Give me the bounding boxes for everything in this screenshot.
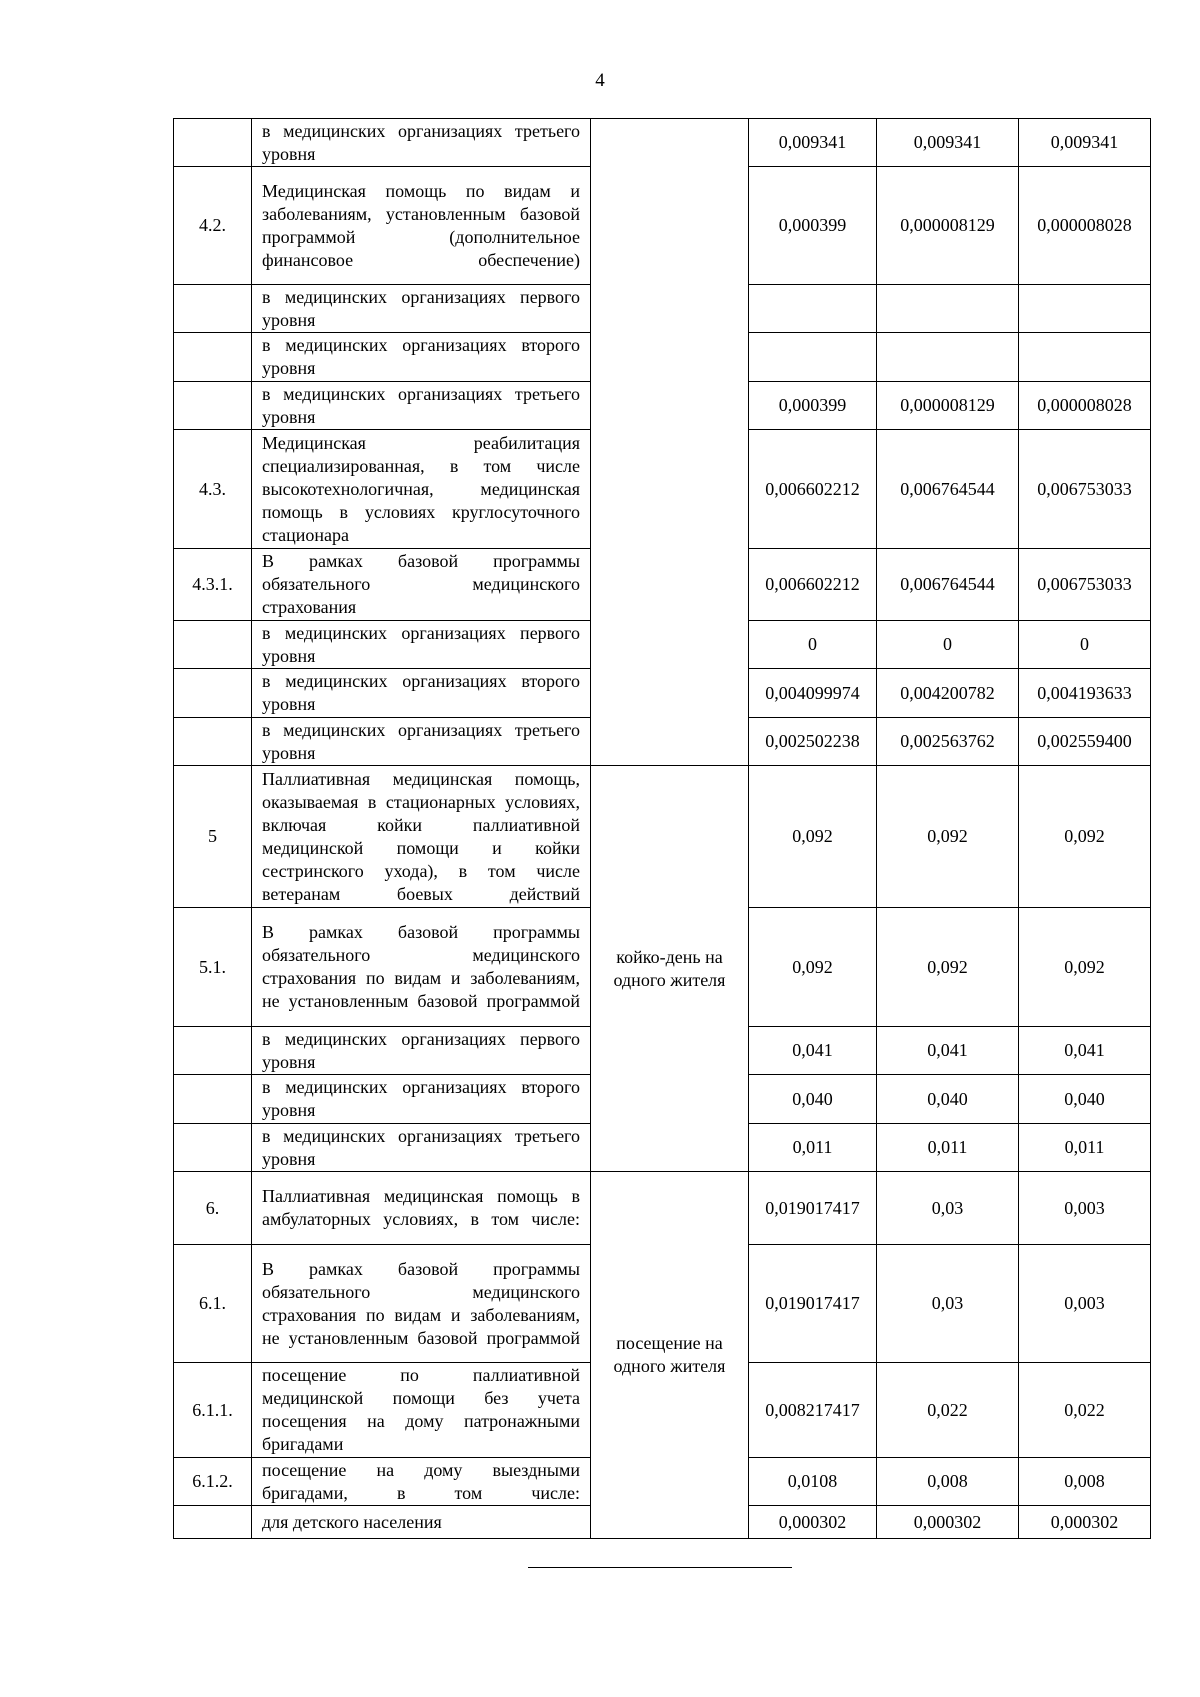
value-cell-1: 0,009341 — [749, 119, 877, 167]
value-cell-3: 0,006753033 — [1019, 549, 1151, 621]
row-number — [174, 333, 252, 382]
row-name — [252, 669, 591, 718]
row-name-text: Медицинская помощь по видам и заболеваниям, установленным базовой программой (дополнительное финансовое обеспечение) — [262, 180, 580, 270]
value-cell-2: 0,009341 — [877, 119, 1019, 167]
row-name-text: в медицинских организациях первого уровня — [262, 622, 580, 666]
norms-table — [173, 118, 1151, 1539]
row-name — [252, 430, 591, 549]
row-number — [174, 1124, 252, 1172]
value-cell-1: 0,040 — [749, 1075, 877, 1124]
table-row — [174, 1172, 1151, 1245]
row-name — [252, 1506, 591, 1539]
row-name-text: Паллиативная медицинская помощь, оказываемая в стационарных условиях, включая койки паллиативной медицинской помощи и койки сестринского ухода), в том числе ветеранам боевых действий — [262, 768, 580, 904]
value-cell-1: 0,002502238 — [749, 718, 877, 766]
value-cell-3: 0,000302 — [1019, 1506, 1151, 1539]
row-name — [252, 718, 591, 766]
value-cell-2: 0,03 — [877, 1172, 1019, 1245]
row-name — [252, 285, 591, 333]
value-cell-2: 0 — [877, 621, 1019, 669]
row-number — [174, 1075, 252, 1124]
table-row — [174, 119, 1151, 167]
value-cell-2: 0,092 — [877, 908, 1019, 1027]
row-number — [174, 1506, 252, 1539]
value-cell-3: 0,009341 — [1019, 119, 1151, 167]
value-cell-1: 0,006602212 — [749, 430, 877, 549]
value-cell-3: 0,006753033 — [1019, 430, 1151, 549]
row-name — [252, 119, 591, 167]
row-name-text: для детского населения — [262, 1511, 442, 1532]
row-name-text: В рамках базовой программы обязательного медицинского страхования — [262, 551, 580, 617]
row-number: 5.1. — [174, 908, 252, 1027]
row-number: 4.3. — [174, 430, 252, 549]
row-name — [252, 621, 591, 669]
value-cell-3: 0,000008028 — [1019, 167, 1151, 285]
row-name-text: в медицинских организациях второго уровня — [262, 671, 580, 714]
row-number — [174, 382, 252, 430]
page-number: 4 — [595, 70, 605, 91]
footer-rule — [528, 1567, 792, 1568]
row-name-text: В рамках базовой программы обязательного медицинского страхования по видам и заболеваниям, не установленным базовой программой — [262, 922, 580, 1011]
value-cell-1: 0,004099974 — [749, 669, 877, 718]
row-name — [252, 1458, 591, 1506]
row-name-text: в медицинских организациях третьего уровня — [262, 1125, 580, 1169]
row-name — [252, 1363, 591, 1458]
value-cell-3: 0,003 — [1019, 1245, 1151, 1363]
row-name-text: посещение на дому выездными бригадами, в том числе: — [262, 1459, 580, 1503]
value-cell-2: 0,006764544 — [877, 430, 1019, 549]
value-cell-3: 0,008 — [1019, 1458, 1151, 1506]
row-name — [252, 549, 591, 621]
value-cell-1: 0 — [749, 621, 877, 669]
row-name — [252, 1124, 591, 1172]
row-number: 5 — [174, 766, 252, 908]
value-cell-3: 0,002559400 — [1019, 718, 1151, 766]
row-name — [252, 382, 591, 430]
row-number: 6.1.2. — [174, 1458, 252, 1506]
value-cell-3: 0,000008028 — [1019, 382, 1151, 430]
row-name-text: в медицинских организациях первого уровня — [262, 286, 580, 330]
value-cell-2: 0,000008129 — [877, 382, 1019, 430]
value-cell-1: 0,019017417 — [749, 1245, 877, 1363]
value-cell-2: 0,022 — [877, 1363, 1019, 1458]
row-number — [174, 718, 252, 766]
value-cell-2: 0,011 — [877, 1124, 1019, 1172]
row-name-text: в медицинских организациях второго уровня — [262, 1077, 580, 1120]
value-cell-2: 0,006764544 — [877, 549, 1019, 621]
value-cell-2 — [877, 333, 1019, 382]
value-cell-1: 0,000399 — [749, 167, 877, 285]
value-cell-1 — [749, 333, 877, 382]
row-number: 6.1. — [174, 1245, 252, 1363]
row-name — [252, 1172, 591, 1245]
value-cell-2: 0,041 — [877, 1027, 1019, 1075]
unit-cell — [591, 119, 749, 766]
row-name-text: посещение по паллиативной медицинской помощи без учета посещения на дому патронажными бригадами — [262, 1365, 580, 1454]
row-number: 4.2. — [174, 167, 252, 285]
value-cell-3: 0,022 — [1019, 1363, 1151, 1458]
row-number — [174, 285, 252, 333]
value-cell-2: 0,008 — [877, 1458, 1019, 1506]
value-cell-1: 0,019017417 — [749, 1172, 877, 1245]
value-cell-3: 0,041 — [1019, 1027, 1151, 1075]
row-number — [174, 621, 252, 669]
row-name-text: Паллиативная медицинская помощь в амбулаторных условиях, в том числе: — [262, 1186, 580, 1229]
value-cell-1: 0,006602212 — [749, 549, 877, 621]
value-cell-3: 0 — [1019, 621, 1151, 669]
row-number: 6. — [174, 1172, 252, 1245]
value-cell-1: 0,000399 — [749, 382, 877, 430]
value-cell-2: 0,000302 — [877, 1506, 1019, 1539]
row-number — [174, 1027, 252, 1075]
value-cell-1: 0,008217417 — [749, 1363, 877, 1458]
value-cell-3: 0,040 — [1019, 1075, 1151, 1124]
value-cell-2: 0,092 — [877, 766, 1019, 908]
row-name-text: в медицинских организациях второго уровня — [262, 335, 580, 378]
row-name-text: в медицинских организациях третьего уровня — [262, 383, 580, 427]
row-number — [174, 119, 252, 167]
row-name-text: В рамках базовой программы обязательного медицинского страхования по видам и заболеваниям, не установленным базовой программой — [262, 1258, 580, 1348]
row-number — [174, 669, 252, 718]
value-cell-2: 0,002563762 — [877, 718, 1019, 766]
value-cell-1: 0,041 — [749, 1027, 877, 1075]
row-name-text: в медицинских организациях третьего уровня — [262, 120, 580, 164]
row-name — [252, 766, 591, 908]
row-name — [252, 908, 591, 1027]
value-cell-1: 0,092 — [749, 766, 877, 908]
row-name-text: Медицинская реабилитация специализированная, в том числе высокотехнологичная, медицинская помощь в условиях круглосуточного стационара — [262, 432, 580, 545]
value-cell-3: 0,092 — [1019, 766, 1151, 908]
row-name — [252, 167, 591, 285]
value-cell-1: 0,0108 — [749, 1458, 877, 1506]
row-number: 4.3.1. — [174, 549, 252, 621]
value-cell-1: 0,092 — [749, 908, 877, 1027]
table-row — [174, 766, 1151, 908]
row-name — [252, 1075, 591, 1124]
value-cell-2 — [877, 285, 1019, 333]
value-cell-3: 0,011 — [1019, 1124, 1151, 1172]
row-name — [252, 333, 591, 382]
row-name — [252, 1027, 591, 1075]
value-cell-2: 0,040 — [877, 1075, 1019, 1124]
value-cell-1: 0,000302 — [749, 1506, 877, 1539]
row-name — [252, 1245, 591, 1363]
value-cell-2: 0,03 — [877, 1245, 1019, 1363]
unit-cell: посещение на одного жителя — [591, 1172, 749, 1539]
value-cell-1: 0,011 — [749, 1124, 877, 1172]
value-cell-2: 0,004200782 — [877, 669, 1019, 718]
value-cell-3: 0,004193633 — [1019, 669, 1151, 718]
value-cell-3 — [1019, 285, 1151, 333]
row-name-text: в медицинских организациях первого уровня — [262, 1028, 580, 1072]
value-cell-3: 0,003 — [1019, 1172, 1151, 1245]
row-number: 6.1.1. — [174, 1363, 252, 1458]
row-name-text: в медицинских организациях третьего уровня — [262, 719, 580, 763]
value-cell-3: 0,092 — [1019, 908, 1151, 1027]
value-cell-1 — [749, 285, 877, 333]
value-cell-2: 0,000008129 — [877, 167, 1019, 285]
unit-cell: койко-день на одного жителя — [591, 766, 749, 1172]
value-cell-3 — [1019, 333, 1151, 382]
